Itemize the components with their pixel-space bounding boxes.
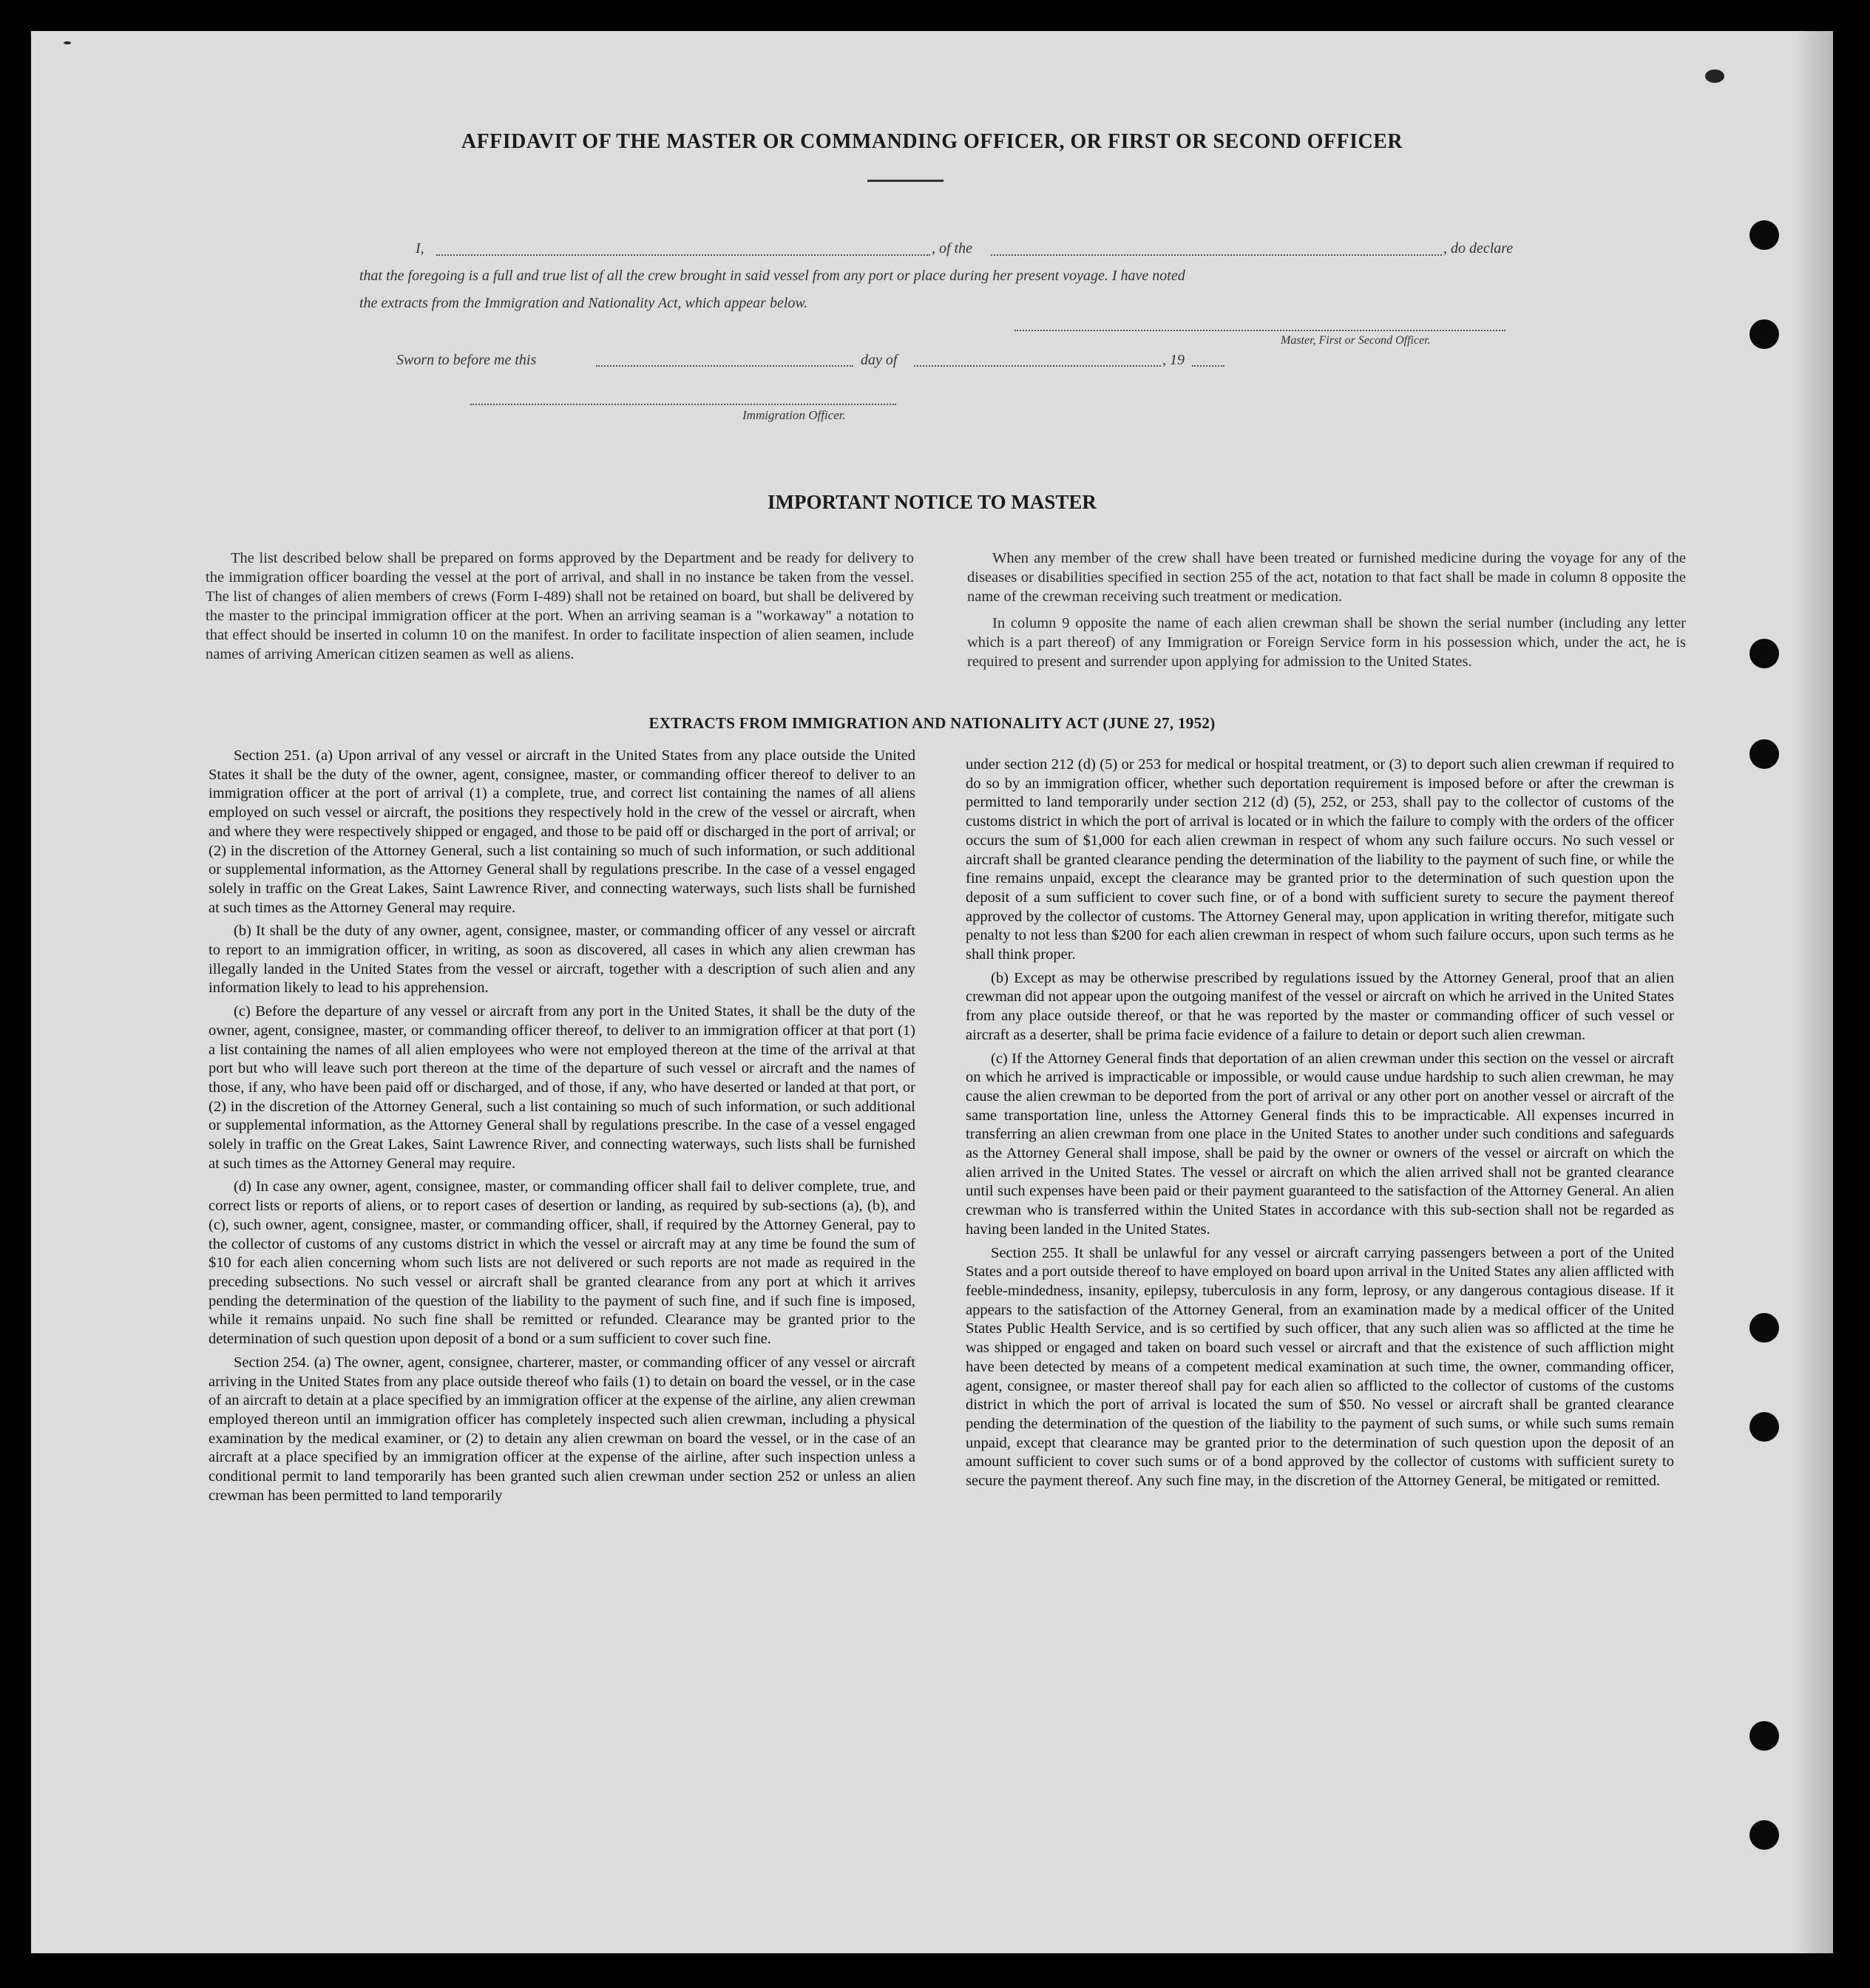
section-254-a-continued: under section 212 (d) (5) or 253 for medical or hospital treatment, or (3) to deport such alien crewman if required to do so by an immigration officer, whether such deportation requirement is imposed before or after the crewman is permitted to land temporarily under section 212 (d) (5), 252, or 253, shall pay to the collector of customs of the customs district in which the port of arrival is located or in which the failure to comply with the orders of the officer occurs the sum of $1,000 for each alien crewman in respect of whom any such failure occurs. No such vessel or aircraft shall be granted clearance pending the determination of the liability to the payment of such fine, or while the fine remains unpaid, except the clearance may be granted prior to the determination of such question upon the deposit of a sum sufficient to cover such fine, or of a bond with sufficient surety to secure the payment thereof approved by the collector of customs. The Attorney General may, upon application in writing therefor, mitigate such penalty to not less than $200 for each alien crewman in respect of whom such failure occurs, upon such terms as he shall think proper. [966, 756, 1674, 963]
master-signature-label: Master, First or Second Officer. [1281, 334, 1431, 347]
extracts-left-column [209, 747, 915, 1510]
day-of-label: day of [861, 352, 898, 368]
document-page [31, 31, 1833, 1953]
section-251-a: Section 251. (a) Upon arrival of any vessel or aircraft in the United States from any place outside the United States it shall be the duty of the owner, agent, consignee, master, or commanding officer thereof to deliver to an immigration officer at the port of arrival (1) a complete, true, and correct list containing the names of all aliens employed on such vessel or aircraft, the positions they respectively hold in the crew of the vessel or aircraft, when and where they were respectively shipped or engaged, and those to be paid off or discharged in the port of arrival; or (2) in the discretion of the Attorney General, such a list containing so much of such information, or such additional or supplemental information, as the Attorney General shall by regulations prescribe. In the case of a vessel engaged solely in traffic on the Great Lakes, Saint Lawrence River, and connecting waterways, such lists shall be furnished at such times as the Attorney General may require. [209, 747, 915, 916]
vessel-name-field[interactable] [991, 254, 1442, 256]
sworn-year-field[interactable] [1192, 365, 1224, 367]
statement-line-1: that the foregoing is a full and true list of all the crew brought in said vessel from any port or place during her present voyage. I have noted [359, 268, 1185, 284]
corner-mark [1705, 69, 1724, 83]
section-254-a: Section 254. (a) The owner, agent, consignee, charterer, master, or commanding officer of any vessel or aircraft arriving in the United States from any place outside thereof who fails (1) to detain on board the vessel, or in the case of an aircraft to detain at a place specified by an immigration officer at the expense of the airline, any alien crewman employed thereon until an immigration officer has completely inspected such alien crewman, including a physical examination by the medical examiner, or (2) to detain any alien crewman on board the vessel, or in the case of an aircraft at a place specified by an immigration officer at the expense of the airline, after such inspection unless a conditional permit to land temporarily has been granted such alien crewman under section 252 or unless an alien crewman has been permitted to land temporarily [209, 1354, 915, 1504]
sworn-month-field[interactable] [914, 365, 1161, 367]
punch-hole [1749, 319, 1779, 349]
sworn-label: Sworn to before me this [396, 352, 537, 368]
declarant-name-field[interactable] [436, 254, 930, 256]
do-declare-label: , do declare [1443, 240, 1514, 257]
affidavit-title: AFFIDAVIT OF THE MASTER OR COMMANDING OFFICER, OR FIRST OR SECOND OFFICER [461, 130, 1403, 153]
immigration-officer-label: Immigration Officer. [742, 408, 846, 422]
master-signature-field[interactable] [1014, 330, 1505, 331]
year-label: , 19 [1162, 352, 1185, 368]
section-251-b: (b) It shall be the duty of any owner, agent, consignee, master, or commanding officer of any vessel or aircraft to report to an immigration officer, in writing, as soon as discovered, all cases in which any alien crewman has illegally landed in the United States from the vessel or aircraft, together with a description of such alien and any information likely to lead to his apprehension. [209, 923, 915, 997]
section-254-c: (c) If the Attorney General finds that deportation of an alien crewman under this section on the vessel or aircraft on which he arrived is impracticable or impossible, or would cause undue hardship to such alien crewman, he may cause the alien crewman to be deported from the port of arrival or any other port on another vessel or aircraft of the same transportation line, unless the Attorney General finds this to be impracticable. All expenses incurred in transferring an alien crewman from one place in the United States to another under such conditions and safeguards as the Attorney General shall impose, shall be paid by the owner or owners of the vessel or aircraft on which the alien arrived in the United States. The vessel or aircraft on which the alien arrived shall not be granted clearance until such expenses have been paid or their payment guaranteed to the satisfaction of the Attorney General. An alien crewman who is transferred within the United States in accordance with this sub-section shall not be regarded as having been landed in the United States. [966, 1050, 1674, 1238]
section-251-d: (d) In case any owner, agent, consignee, master, or commanding officer shall fail to deliver complete, true, and correct lists or reports of aliens, or to report cases of desertion or landing, as required by sub-sections (a), (b), and (c), such owner, agent, consignee, master, or commanding officer, shall, if required by the Attorney General, pay to the collector of customs of any customs district in which the vessel or aircraft may at any time be found the sum of $10 for each alien concerning whom such lists are not delivered or such reports are not made as required in the preceding subsections. No such vessel or aircraft shall be granted clearance from any port at which it arrives pending the determination of the question of the liability to the payment of such fine, and if such fine is imposed, while it remains unpaid. No such fine shall be remitted or refunded. Clearance may be granted prior to the determination of such question upon deposit of a bond or a sum sufficient to cover such fine. [209, 1178, 915, 1348]
punch-hole [1749, 639, 1779, 668]
statement-line-2: the extracts from the Immigration and Nationality Act, which appear below. [359, 295, 808, 311]
sworn-day-field[interactable] [596, 365, 853, 367]
notice-left-column [206, 549, 914, 671]
notice-left-text: The list described below shall be prepared on forms approved by the Department and be ready for delivery to the immigration officer boarding the vessel at the port of arrival, and shall in no instance be taken from the vessel. The list of changes of alien members of crews (Form I-489) shall not be retained on board, but shall be delivered by the master to the principal immigration officer at the port. When an arriving seaman is a "workaway" a notation to that effect should be inserted in column 10 on the manifest. In order to facilitate inspection of alien seamen, include names of arriving American citizen seamen as well as aliens. [206, 550, 914, 662]
punch-hole [1749, 1313, 1779, 1343]
title-rule [867, 180, 944, 182]
notice-right-para-1: When any member of the crew shall have been treated or furnished medicine during the voyage for any of the diseases or disabilities specified in section 255 of the act, notation to that fact shall be made in column 8 opposite the name of the crewman receiving such treatment or medication. [967, 550, 1686, 605]
section-255: Section 255. It shall be unlawful for any vessel or aircraft carrying passengers between a port of the United States and a port outside thereof to have employed on board upon arrival in the United States any alien afflicted with feeble-mindedness, insanity, epilepsy, tuberculosis in any form, leprosy, or any dangerous contagious disease. If it appears to the satisfaction of the Attorney General, from an examination made by a medical officer of the United States Public Health Service, and is so certified by such officer, that any such alien was so afflicted at the time he was shipped or engaged and taken on board such vessel or aircraft and that the existence of such affliction might have been detected by means of a competent medical examination at such time, the owner, commanding officer, agent, consignee, or master thereof shall pay for each alien so afflicted to the collector of customs of the customs district in which the port of arrival is located the sum of $50. No vessel or aircraft shall be granted clearance pending the determination of the question of the liability to the payment of such sums, or while such sums remain unpaid, except that clearance may be granted prior to the determination of such question upon the deposit of an amount sufficient to cover such sums or of a bond approved by the collector of customs with sufficient surety to secure the payment thereof. Any such fine may, in the discretion of the Attorney General, be mitigated or remitted. [966, 1244, 1674, 1490]
page-edge-shadow [1792, 31, 1833, 1953]
section-254-b: (b) Except as may be otherwise prescribed by regulations issued by the Attorney General, proof that an alien crewman did not appear upon the outgoing manifest of the vessel or aircraft on which he arrived in the United States from any place outside thereof, or that he was reported by the master or commanding officer of such vessel or aircraft as a deserter, shall be prima facie evidence of a failure to detain or deport such alien crewman. [966, 969, 1674, 1043]
punch-hole [1749, 1412, 1779, 1442]
of-the-label: , of the [932, 240, 972, 257]
punch-hole [1749, 220, 1779, 250]
notice-right-column [967, 549, 1686, 679]
notice-right-para-2: In column 9 opposite the name of each alien crewman shall be shown the serial number (including any letter which is a part thereof) of any Immigration or Foreign Service form in his possession which, under the act, he is required to present and surrender upon applying for admission to the United States. [967, 615, 1686, 670]
notice-title: IMPORTANT NOTICE TO MASTER [768, 491, 1097, 513]
punch-hole [1749, 1820, 1779, 1850]
extracts-title: EXTRACTS FROM IMMIGRATION AND NATIONALITY ACT (JUNE 27, 1952) [648, 714, 1216, 732]
extracts-right-column [966, 756, 1674, 1496]
scan-speck [64, 41, 71, 44]
immigration-officer-signature-field[interactable] [470, 404, 896, 405]
declare-i-label: I, [416, 240, 424, 257]
punch-hole [1749, 739, 1779, 769]
punch-hole [1749, 1721, 1779, 1751]
section-251-c: (c) Before the departure of any vessel or aircraft from any port in the United States, it shall be the duty of the owner, agent, consignee, master, or commanding officer thereof, to deliver to an immigration officer at that port (1) a list containing the names of all alien employees who were not employed thereon at the time of the arrival at that port but who will leave such port thereon at the time of the departure of such vessel or aircraft and the names of those, if any, who have been paid off or discharged, and of those, if any, who have deserted or landed at that port, or (2) in the discretion of the Attorney General, such a list containing so much of such information, or such additional or supplemental information, as the Attorney General shall by regulations prescribe. In the case of a vessel engaged solely in traffic on the Great Lakes, Saint Lawrence River, and connecting waterways, such lists shall be furnished at such times as the Attorney General may require. [209, 1003, 915, 1172]
